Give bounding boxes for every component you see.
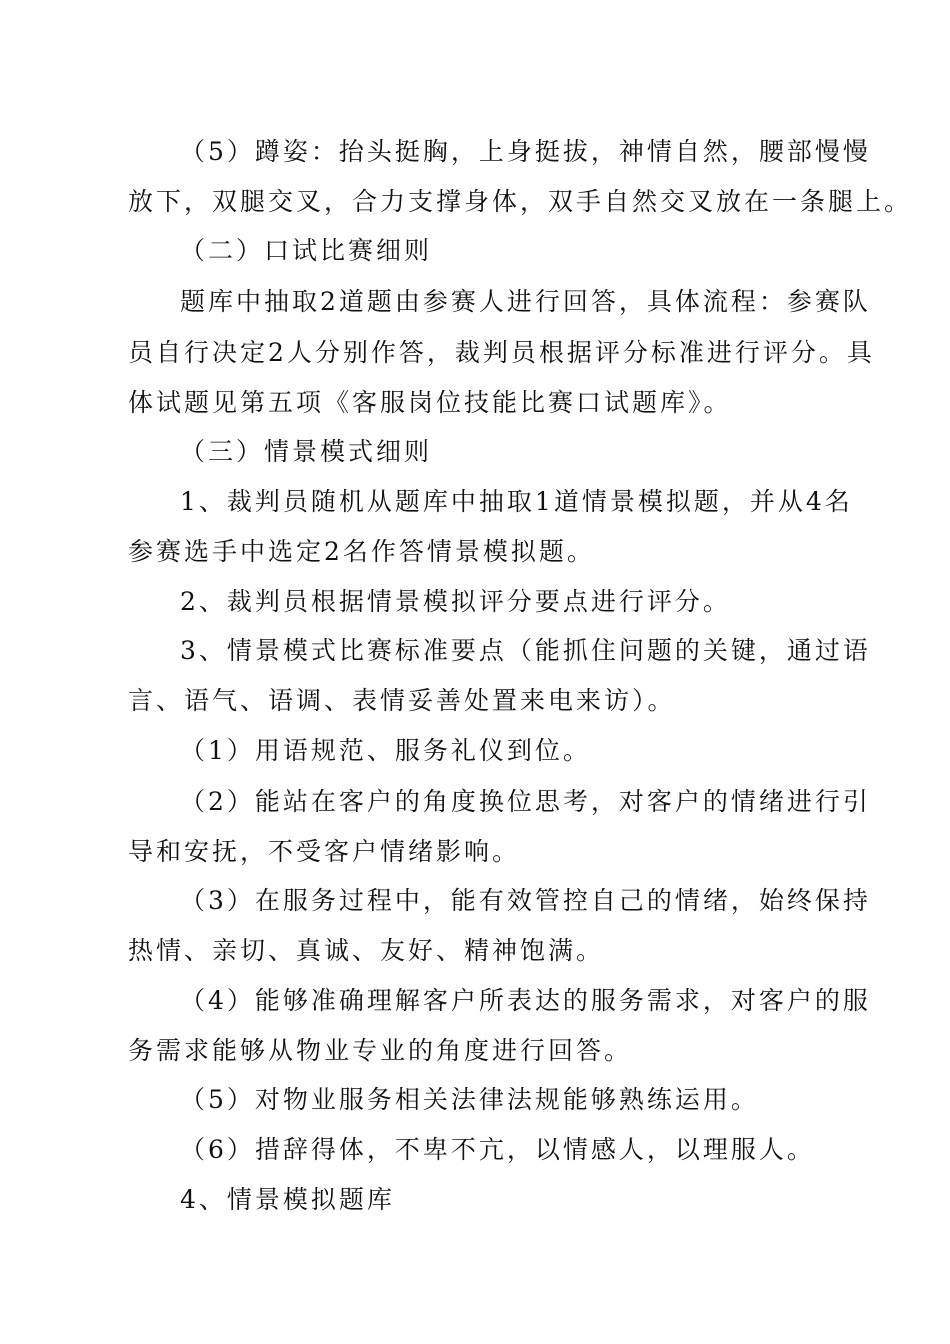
text-line: 参赛选手中选定2名作答情景模拟题。: [128, 537, 595, 566]
text-line: 题库中抽取2道题由参赛人进行回答，具体流程：参赛队: [180, 287, 871, 316]
text-line: 员自行决定2人分别作答，裁判员根据评分标准进行评分。具: [128, 338, 875, 367]
text-line: 1、裁判员随机从题库中抽取1道情景模拟题，并从4名: [180, 487, 853, 516]
text-line: （2）能站在客户的角度换位思考，对客户的情绪进行引: [180, 787, 871, 816]
section-heading-scenario-bank: 4、情景模拟题库: [180, 1185, 395, 1214]
text-line: （4）能够准确理解客户所表达的服务需求，对客户的服: [180, 986, 871, 1015]
text-line: 务需求能够从物业专业的角度进行回答。: [128, 1036, 633, 1065]
text-line: 热情、亲切、真诚、友好、精神饱满。: [128, 936, 605, 965]
text-line: （6）措辞得体，不卑不亢，以情感人，以理服人。: [180, 1135, 815, 1164]
text-line: 体试题见第五项《客服岗位技能比赛口试题库》。: [128, 388, 732, 417]
section-heading-oral-exam: （二）口试比赛细则: [180, 236, 433, 265]
text-line: （5）蹲姿：抬头挺胸，上身挺拔，神情自然，腰部慢慢: [180, 137, 871, 166]
text-line: 3、情景模式比赛标准要点（能抓住问题的关键，通过语: [180, 636, 871, 665]
text-line: （1）用语规范、服务礼仪到位。: [180, 736, 591, 765]
text-line: （5）对物业服务相关法律法规能够熟练运用。: [180, 1085, 759, 1114]
text-line: 2、裁判员根据情景模拟评分要点进行评分。: [180, 587, 731, 616]
text-line: 导和安抚，不受客户情绪影响。: [128, 837, 521, 866]
section-heading-scenario: （三）情景模式细则: [180, 437, 433, 466]
text-line: 言、语气、语调、表情妥善处置来电来访）。: [128, 686, 676, 715]
text-line: 放下，双腿交叉，合力支撑身体，双手自然交叉放在一条腿上。: [128, 187, 913, 216]
text-line: （3）在服务过程中，能有效管控自己的情绪，始终保持: [180, 886, 871, 915]
